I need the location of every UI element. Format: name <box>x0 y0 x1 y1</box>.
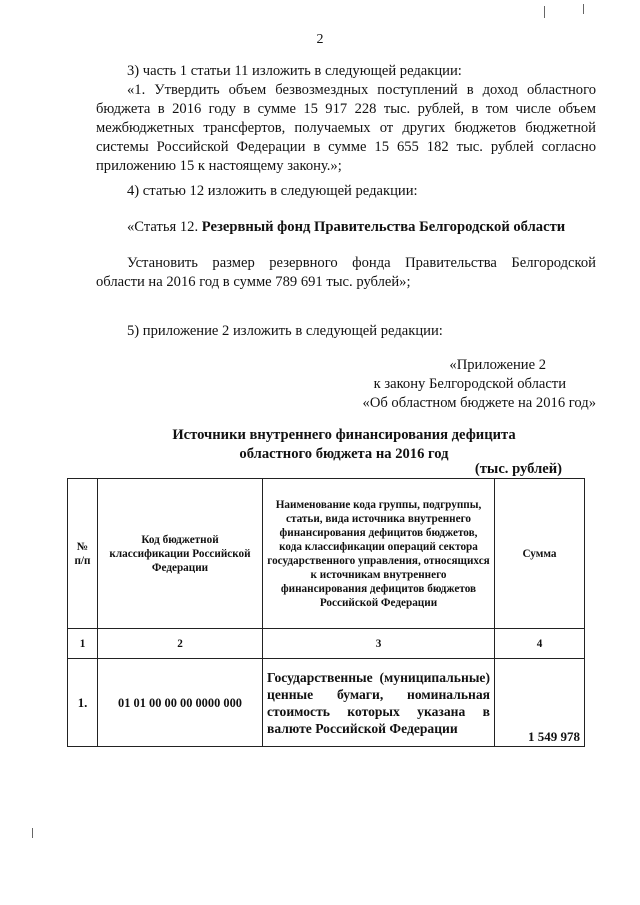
table-title-line-1: Источники внутреннего финансирования дефицита <box>172 427 516 443</box>
header-name: Наименование кода группы, подгруппы, статьи, вида источника внутреннего финансирования дефицитов бюджетов, кода классификации операций сектора государственного управления, относящихся к источникам внутреннего финансирования дефицитов бюджетов Российской Федерации <box>263 479 495 629</box>
scan-mark <box>544 6 545 18</box>
scan-mark <box>583 4 584 14</box>
article-title: Резервный фонд Правительства Белгородской области <box>201 219 566 235</box>
item3-line-1: «1. Утвердить объем безвозмездных поступлений в доход областного <box>127 82 596 98</box>
item5-intro: 5) приложение 2 изложить в следующей редакции: <box>127 323 443 339</box>
page-number: 2 <box>316 32 324 47</box>
table-colnum-row <box>68 629 585 659</box>
article-body-line-1: Установить размер резервного фонда Правительства Белгородской <box>127 255 596 271</box>
header-num: № п/п <box>68 479 98 629</box>
scan-mark <box>32 828 33 838</box>
colnum-3: 3 <box>263 629 495 659</box>
table-row <box>68 659 585 747</box>
appendix-line-1: «Приложение 2 <box>449 357 546 373</box>
table-title <box>96 426 592 464</box>
row-num: 1. <box>68 659 98 747</box>
appendix-header <box>300 356 596 413</box>
article-12-heading <box>127 218 597 237</box>
row-code: 01 01 00 00 00 0000 000 <box>98 659 263 747</box>
article-prefix: «Статья 12. <box>127 219 202 235</box>
item3-line-2: бюджета в 2016 году в сумме 15 917 228 тыс. рублей, в том числе объем <box>96 101 596 117</box>
appendix-line-2: к закону Белгородской области <box>373 376 566 392</box>
appendix-line-3: «Об областном бюджете на 2016 год» <box>362 395 596 411</box>
article-body-line-2: области на 2016 год в сумме 789 691 тыс. рублей»; <box>96 274 411 290</box>
item3-intro: 3) часть 1 статьи 11 изложить в следующей редакции: <box>127 63 462 79</box>
colnum-1: 1 <box>68 629 98 659</box>
colnum-2: 2 <box>98 629 263 659</box>
item3-line-4: системы Российской Федерации в сумме 15 655 182 тыс. рублей согласно <box>96 139 596 155</box>
item3-text <box>96 81 596 176</box>
row-sum: 1 549 978 <box>495 659 585 747</box>
header-code: Код бюджетной классификации Российской Федерации <box>98 479 263 629</box>
item3-line-5: приложению 15 к настоящему закону.»; <box>96 158 342 174</box>
item4-intro: 4) статью 12 изложить в следующей редакции: <box>127 183 418 199</box>
units-label: (тыс. рублей) <box>474 461 562 477</box>
item3-line-3: межбюджетных трансфертов, получаемых от других бюджетов бюджетной <box>96 120 596 136</box>
row-name: Государственные (муниципальные) ценные бумаги, номинальная стоимость которых указана в валюте Российской Федерации <box>263 659 495 747</box>
article-12-body <box>96 254 596 292</box>
table-title-line-2: областного бюджета на 2016 год <box>239 446 449 462</box>
financing-sources-table <box>67 478 585 747</box>
header-sum: Сумма <box>495 479 585 629</box>
table-header-row <box>68 479 585 629</box>
colnum-4: 4 <box>495 629 585 659</box>
